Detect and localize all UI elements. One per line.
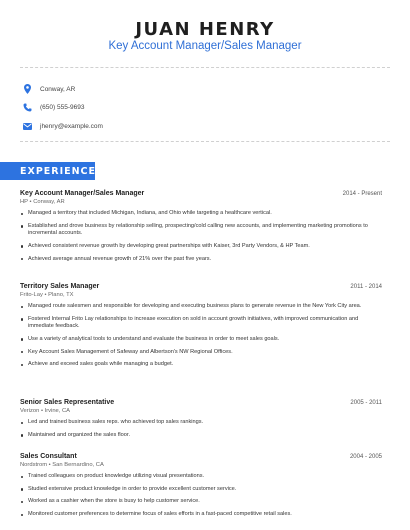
job-entry: [20, 399, 382, 444]
job-dates: 2011 - 2014: [350, 284, 382, 290]
contact-phone: [22, 101, 84, 113]
job-title: Territory Sales Manager: [20, 283, 100, 290]
job-bullets: [20, 303, 382, 369]
job-company: Frito-Lay • Plano, TX: [20, 292, 74, 298]
job-bullet: Established and drove business by relationship selling, prospecting/cold calling new accounts, and implementing marketing promotions to incremental accounts.: [20, 223, 382, 238]
job-bullets: [20, 419, 382, 439]
divider-top: [20, 67, 390, 68]
job-company: Nordstrom • San Bernardino, CA: [20, 462, 104, 468]
job-bullet: Managed a territory that included Michigan, Indiana, and Ohio while targeting a healthcare vertical.: [20, 210, 382, 217]
job-bullet: Key Account Sales Management of Safeway and Albertson's NW Regional Offices.: [20, 349, 382, 356]
contact-email: [22, 120, 103, 132]
job-bullet: Managed route salesmen and responsible for developing and executing business plans to generate revenue in the New York City area.: [20, 303, 382, 310]
job-bullet: Maintained and organized the sales floor.: [20, 432, 382, 439]
phone-text: (650) 555-9693: [40, 103, 85, 111]
job-title: Senior Sales Representative: [20, 399, 115, 406]
email-text: jhenry@example.com: [40, 122, 103, 130]
job-title: Key Account Manager/Sales Manager: [20, 190, 145, 197]
phone-icon: [22, 102, 32, 112]
job-entry: [20, 453, 382, 524]
job-entry: [20, 283, 382, 374]
job-dates: 2004 - 2005: [349, 454, 382, 460]
job-bullet: Studied extensive product knowledge in order to provide excellent customer service.: [20, 486, 382, 493]
candidate-name: JUAN HENRY: [135, 19, 275, 40]
job-dates: 2014 - Present: [342, 191, 382, 197]
job-bullets: [20, 473, 382, 519]
job-dates: 2005 - 2011: [350, 400, 382, 406]
contact-location: [22, 83, 75, 95]
job-bullet: Use a variety of analytical tools to understand and evaluate the business in order to meet sales goals.: [20, 336, 382, 343]
job-bullet: Achieved average annual revenue growth of 21% over the past five years.: [20, 256, 382, 263]
job-bullet: Achieve and exceed sales goals while managing a budget.: [20, 361, 382, 368]
section-heading-experience: EXPERIENCE: [0, 162, 95, 180]
job-company: HP • Conway, AR: [20, 199, 65, 205]
candidate-role: Key Account Manager/Sales Manager: [108, 40, 302, 52]
job-bullets: [20, 210, 382, 263]
envelope-icon: [22, 121, 32, 131]
map-pin-icon: [22, 84, 32, 94]
job-bullet: Monitored customer preferences to determine focus of sales efforts in a fast-paced competitive retail sales.: [20, 511, 382, 518]
location-text: Conway, AR: [40, 85, 76, 93]
job-title: Sales Consultant: [20, 453, 77, 460]
job-bullet: Fostered Internal Frito Lay relationships to increase execution on sold in account growth initiatives, with improved communication and immediate feedback.: [20, 316, 382, 331]
divider-bottom: [20, 141, 390, 142]
job-bullet: Trained colleagues on product knowledge utilizing visual presentations.: [20, 473, 382, 480]
job-entry: [20, 190, 382, 268]
job-bullet: Led and trained business sales reps. who achieved top sales rankings.: [20, 419, 382, 426]
job-bullet: Worked as a cashier when the store is busy to help customer service.: [20, 498, 382, 505]
job-company: Verizon • Irvine, CA: [20, 408, 71, 414]
job-bullet: Achieved consistent revenue growth by developing great partnerships with Kaiser, 3rd Party Vendors, & HP Team.: [20, 243, 382, 250]
